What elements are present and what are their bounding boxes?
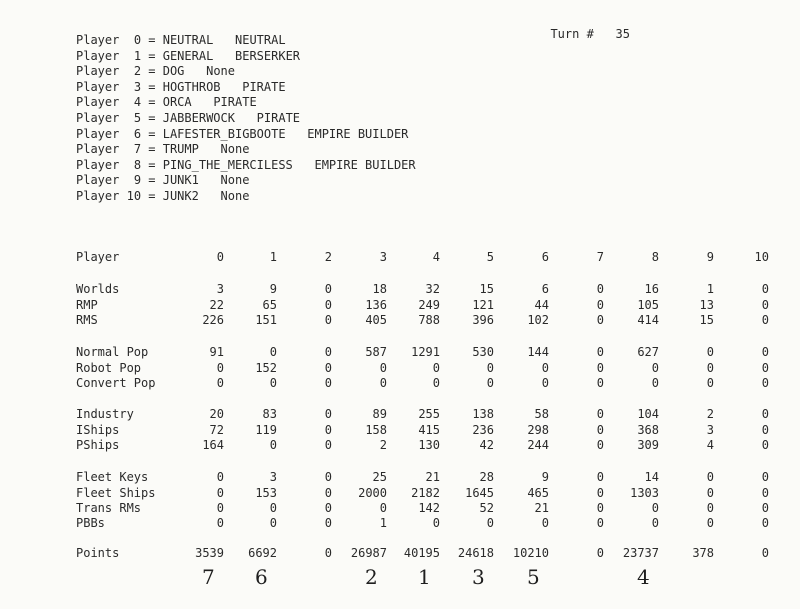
table-cell: 2182 bbox=[411, 486, 440, 500]
table-cell: 0 bbox=[596, 501, 604, 515]
table-cell: 104 bbox=[637, 407, 659, 421]
player-line: Player 0 = NEUTRAL NEUTRAL bbox=[76, 33, 286, 47]
player-type: PIRATE bbox=[242, 79, 286, 94]
table-cell: 83 bbox=[262, 407, 277, 421]
player-name: TRUMP bbox=[162, 142, 199, 157]
table-cell: 0 bbox=[706, 345, 714, 359]
player-type: PIRATE bbox=[256, 110, 301, 125]
table-cell: 0 bbox=[596, 376, 604, 390]
table-cell: 0 bbox=[486, 376, 494, 390]
table-row bbox=[0, 546, 800, 562]
table-cell: 72 bbox=[209, 423, 224, 437]
turn-label: Turn # bbox=[550, 27, 594, 41]
table-cell: 298 bbox=[527, 423, 549, 437]
table-row bbox=[0, 298, 800, 314]
player-name: PING_THE_MERCILESS bbox=[162, 157, 293, 172]
table-cell: 3 bbox=[269, 470, 277, 484]
handwritten-rank: 2 bbox=[365, 565, 378, 589]
table-cell: 0 bbox=[432, 361, 440, 375]
table-cell: 0 bbox=[761, 407, 769, 421]
table-row bbox=[0, 486, 800, 502]
column-header: 2 bbox=[324, 250, 332, 264]
table-cell: 151 bbox=[255, 313, 277, 327]
player-id: 8 bbox=[133, 157, 142, 172]
table-cell: 0 bbox=[324, 470, 332, 484]
table-cell: 0 bbox=[596, 361, 604, 375]
table-cell: 0 bbox=[324, 345, 332, 359]
table-cell: 15 bbox=[699, 313, 714, 327]
table-cell: 10210 bbox=[512, 546, 549, 560]
table-cell: 0 bbox=[706, 486, 714, 500]
table-cell: 0 bbox=[596, 345, 604, 359]
table-cell: 0 bbox=[596, 486, 604, 500]
player-id: 9 bbox=[133, 173, 142, 188]
table-cell: 0 bbox=[216, 486, 224, 500]
table-cell: 0 bbox=[216, 501, 224, 515]
table-cell: 102 bbox=[527, 313, 549, 327]
table-cell: 121 bbox=[472, 298, 494, 312]
player-prefix: Player bbox=[76, 188, 120, 203]
player-prefix: Player bbox=[76, 33, 120, 47]
table-cell: 20 bbox=[209, 407, 224, 421]
player-type: BERSERKER bbox=[235, 48, 301, 63]
table-cell: 0 bbox=[486, 361, 494, 375]
table-row bbox=[0, 282, 800, 298]
table-cell: 1291 bbox=[411, 345, 440, 359]
player-line: Player 5 = JABBERWOCK PIRATE bbox=[76, 110, 301, 125]
table-cell: 6692 bbox=[248, 546, 277, 560]
table-cell: 15 bbox=[479, 282, 494, 296]
handwritten-rank: 4 bbox=[637, 565, 650, 589]
table-cell: 2000 bbox=[358, 486, 387, 500]
player-prefix: Player bbox=[76, 110, 120, 125]
table-row bbox=[0, 345, 800, 361]
table-row bbox=[0, 423, 800, 439]
table-row bbox=[0, 376, 800, 392]
row-label: Fleet Keys bbox=[76, 470, 149, 484]
column-header: 3 bbox=[379, 250, 387, 264]
table-cell: 368 bbox=[637, 423, 659, 437]
row-label: PShips bbox=[76, 438, 120, 452]
table-cell: 119 bbox=[255, 423, 277, 437]
player-id: 0 bbox=[133, 33, 142, 47]
table-cell: 65 bbox=[262, 298, 277, 312]
table-cell: 0 bbox=[324, 407, 332, 421]
table-cell: 3539 bbox=[195, 546, 224, 560]
table-cell: 244 bbox=[527, 438, 549, 452]
table-cell: 0 bbox=[706, 376, 714, 390]
table-cell: 144 bbox=[527, 345, 549, 359]
player-type: None bbox=[220, 188, 250, 203]
row-label: Robot Pop bbox=[76, 361, 142, 375]
table-cell: 130 bbox=[418, 438, 440, 452]
row-label: Industry bbox=[76, 407, 134, 421]
table-cell: 0 bbox=[324, 501, 332, 515]
player-line: Player 9 = JUNK1 None bbox=[76, 173, 250, 188]
table-cell: 0 bbox=[596, 470, 604, 484]
table-cell: 0 bbox=[596, 516, 604, 530]
table-cell: 396 bbox=[472, 313, 494, 327]
table-cell: 465 bbox=[527, 486, 549, 500]
player-prefix: Player bbox=[76, 48, 120, 63]
table-cell: 0 bbox=[324, 361, 332, 375]
table-cell: 105 bbox=[637, 298, 659, 312]
table-cell: 138 bbox=[472, 407, 494, 421]
player-prefix: Player bbox=[76, 79, 120, 94]
player-id: 4 bbox=[133, 95, 142, 110]
handwritten-rank: 3 bbox=[472, 565, 485, 589]
table-cell: 0 bbox=[706, 470, 714, 484]
player-prefix: Player bbox=[76, 173, 120, 188]
table-cell: 0 bbox=[761, 470, 769, 484]
player-line: Player 6 = LAFESTER_BIGBOOTE EMPIRE BUILDER bbox=[76, 126, 409, 141]
table-cell: 9 bbox=[541, 470, 549, 484]
player-name: ORCA bbox=[162, 95, 192, 110]
table-cell: 6 bbox=[541, 282, 549, 296]
table-cell: 153 bbox=[255, 486, 277, 500]
player-type: None bbox=[220, 142, 250, 157]
handwritten-rank: 7 bbox=[202, 565, 215, 589]
table-cell: 164 bbox=[202, 438, 224, 452]
player-name: NEUTRAL bbox=[162, 33, 214, 47]
table-cell: 0 bbox=[324, 282, 332, 296]
table-cell: 0 bbox=[706, 516, 714, 530]
table-cell: 52 bbox=[479, 501, 494, 515]
table-cell: 25 bbox=[372, 470, 387, 484]
table-cell: 26987 bbox=[350, 546, 387, 560]
table-cell: 0 bbox=[324, 516, 332, 530]
table-cell: 18 bbox=[372, 282, 387, 296]
table-cell: 0 bbox=[596, 407, 604, 421]
table-cell: 0 bbox=[651, 361, 659, 375]
table-cell: 28 bbox=[479, 470, 494, 484]
table-cell: 0 bbox=[324, 438, 332, 452]
player-id: 7 bbox=[133, 142, 142, 157]
table-row bbox=[0, 313, 800, 329]
table-cell: 0 bbox=[761, 361, 769, 375]
table-cell: 1645 bbox=[465, 486, 494, 500]
table-cell: 0 bbox=[269, 376, 277, 390]
player-name: JABBERWOCK bbox=[162, 110, 235, 125]
table-cell: 2 bbox=[706, 407, 714, 421]
player-type: EMPIRE BUILDER bbox=[314, 157, 416, 172]
table-cell: 142 bbox=[418, 501, 440, 515]
player-prefix: Player bbox=[76, 157, 120, 172]
table-cell: 9 bbox=[269, 282, 277, 296]
table-cell: 0 bbox=[324, 376, 332, 390]
table-cell: 378 bbox=[692, 546, 714, 560]
player-prefix: Player bbox=[76, 64, 120, 79]
table-cell: 226 bbox=[202, 313, 224, 327]
table-cell: 2 bbox=[379, 438, 387, 452]
table-cell: 3 bbox=[706, 423, 714, 437]
row-label: Convert Pop bbox=[76, 376, 156, 390]
row-label: Fleet Ships bbox=[76, 486, 156, 500]
row-label: IShips bbox=[76, 423, 120, 437]
handwritten-rank: 1 bbox=[418, 565, 431, 589]
player-name: HOGTHROB bbox=[162, 79, 221, 94]
table-row bbox=[0, 407, 800, 423]
table-cell: 0 bbox=[486, 516, 494, 530]
table-cell: 89 bbox=[372, 407, 387, 421]
player-name: JUNK2 bbox=[162, 188, 199, 203]
table-cell: 0 bbox=[596, 313, 604, 327]
table-cell: 0 bbox=[761, 282, 769, 296]
table-cell: 0 bbox=[651, 376, 659, 390]
row-label: Trans RMs bbox=[76, 501, 142, 515]
player-line: Player 2 = DOG None bbox=[76, 64, 236, 79]
table-cell: 587 bbox=[365, 345, 387, 359]
table-cell: 158 bbox=[365, 423, 387, 437]
table-cell: 0 bbox=[541, 376, 549, 390]
table-cell: 0 bbox=[216, 361, 224, 375]
table-cell: 40195 bbox=[403, 546, 440, 560]
table-cell: 16 bbox=[644, 282, 659, 296]
table-cell: 21 bbox=[425, 470, 440, 484]
table-cell: 0 bbox=[596, 298, 604, 312]
table-cell: 0 bbox=[541, 361, 549, 375]
table-cell: 0 bbox=[432, 376, 440, 390]
table-cell: 3 bbox=[216, 282, 224, 296]
table-cell: 0 bbox=[379, 361, 387, 375]
table-cell: 1303 bbox=[630, 486, 659, 500]
column-header: 1 bbox=[269, 250, 277, 264]
player-id: 2 bbox=[133, 64, 142, 79]
player-id: 10 bbox=[126, 188, 142, 203]
table-cell: 32 bbox=[425, 282, 440, 296]
table-cell: 0 bbox=[761, 438, 769, 452]
table-cell: 0 bbox=[761, 486, 769, 500]
column-header: 4 bbox=[432, 250, 440, 264]
player-type: EMPIRE BUILDER bbox=[307, 126, 409, 141]
table-row bbox=[0, 470, 800, 486]
table-cell: 0 bbox=[651, 516, 659, 530]
table-cell: 13 bbox=[699, 298, 714, 312]
table-header-label: Player bbox=[76, 250, 120, 264]
table-cell: 0 bbox=[432, 516, 440, 530]
table-cell: 249 bbox=[418, 298, 440, 312]
player-name: DOG bbox=[162, 64, 185, 79]
player-line: Player 1 = GENERAL BERSERKER bbox=[76, 48, 301, 63]
table-cell: 24618 bbox=[457, 546, 494, 560]
row-label: Worlds bbox=[76, 282, 120, 296]
table-cell: 255 bbox=[418, 407, 440, 421]
table-cell: 152 bbox=[255, 361, 277, 375]
table-cell: 414 bbox=[637, 313, 659, 327]
table-cell: 0 bbox=[269, 501, 277, 515]
table-cell: 0 bbox=[761, 345, 769, 359]
player-name: JUNK1 bbox=[162, 173, 199, 188]
player-id: 5 bbox=[133, 110, 142, 125]
player-type: PIRATE bbox=[213, 95, 257, 110]
table-cell: 0 bbox=[761, 516, 769, 530]
table-row bbox=[0, 501, 800, 517]
table-cell: 0 bbox=[216, 470, 224, 484]
table-cell: 136 bbox=[365, 298, 387, 312]
table-cell: 0 bbox=[541, 516, 549, 530]
player-prefix: Player bbox=[76, 126, 120, 141]
table-cell: 14 bbox=[644, 470, 659, 484]
table-cell: 0 bbox=[379, 501, 387, 515]
table-cell: 42 bbox=[479, 438, 494, 452]
table-cell: 0 bbox=[324, 546, 332, 560]
table-cell: 309 bbox=[637, 438, 659, 452]
player-name: GENERAL bbox=[162, 48, 214, 63]
table-cell: 0 bbox=[596, 282, 604, 296]
player-type: None bbox=[220, 173, 250, 188]
table-cell: 788 bbox=[418, 313, 440, 327]
table-cell: 0 bbox=[761, 423, 769, 437]
table-cell: 0 bbox=[269, 345, 277, 359]
table-cell: 0 bbox=[706, 361, 714, 375]
table-cell: 1 bbox=[706, 282, 714, 296]
row-label: RMP bbox=[76, 298, 98, 312]
table-cell: 530 bbox=[472, 345, 494, 359]
table-row bbox=[0, 438, 800, 454]
table-cell: 0 bbox=[269, 438, 277, 452]
table-cell: 0 bbox=[216, 516, 224, 530]
table-cell: 0 bbox=[324, 298, 332, 312]
row-label: Points bbox=[76, 546, 120, 560]
table-cell: 1 bbox=[379, 516, 387, 530]
player-id: 6 bbox=[133, 126, 142, 141]
table-cell: 4 bbox=[706, 438, 714, 452]
table-header-row bbox=[0, 250, 800, 266]
player-prefix: Player bbox=[76, 95, 120, 110]
handwritten-rank: 6 bbox=[255, 565, 268, 589]
table-cell: 0 bbox=[324, 313, 332, 327]
turn-value: 35 bbox=[615, 27, 630, 41]
player-type: NEUTRAL bbox=[235, 33, 286, 47]
table-cell: 0 bbox=[596, 438, 604, 452]
table-cell: 0 bbox=[761, 313, 769, 327]
table-cell: 405 bbox=[365, 313, 387, 327]
player-line: Player 10 = JUNK2 None bbox=[76, 188, 250, 203]
column-header: 0 bbox=[216, 250, 224, 264]
table-cell: 0 bbox=[324, 486, 332, 500]
table-cell: 0 bbox=[216, 376, 224, 390]
table-cell: 0 bbox=[324, 423, 332, 437]
table-cell: 0 bbox=[706, 501, 714, 515]
column-header: 10 bbox=[754, 250, 769, 264]
table-cell: 58 bbox=[534, 407, 549, 421]
column-header: 5 bbox=[486, 250, 494, 264]
table-cell: 21 bbox=[534, 501, 549, 515]
handwritten-rank: 5 bbox=[527, 565, 540, 589]
table-cell: 0 bbox=[761, 501, 769, 515]
table-cell: 415 bbox=[418, 423, 440, 437]
column-header: 6 bbox=[541, 250, 549, 264]
column-header: 9 bbox=[706, 250, 714, 264]
table-cell: 91 bbox=[209, 345, 224, 359]
table-cell: 44 bbox=[534, 298, 549, 312]
table-cell: 22 bbox=[209, 298, 224, 312]
row-label: PBBs bbox=[76, 516, 105, 530]
player-line: Player 7 = TRUMP None bbox=[76, 142, 250, 157]
player-line: Player 4 = ORCA PIRATE bbox=[76, 95, 257, 110]
table-row bbox=[0, 516, 800, 532]
player-id: 1 bbox=[133, 48, 142, 63]
table-cell: 0 bbox=[651, 501, 659, 515]
row-label: RMS bbox=[76, 313, 98, 327]
table-cell: 236 bbox=[472, 423, 494, 437]
table-cell: 23737 bbox=[622, 546, 659, 560]
table-cell: 627 bbox=[637, 345, 659, 359]
table-cell: 0 bbox=[379, 376, 387, 390]
player-type: None bbox=[206, 64, 236, 79]
table-cell: 0 bbox=[596, 546, 604, 560]
row-label: Normal Pop bbox=[76, 345, 149, 359]
player-prefix: Player bbox=[76, 142, 120, 157]
player-line: Player 3 = HOGTHROB PIRATE bbox=[76, 79, 286, 94]
player-name: LAFESTER_BIGBOOTE bbox=[162, 126, 286, 141]
column-header: 8 bbox=[651, 250, 659, 264]
column-header: 7 bbox=[596, 250, 604, 264]
player-line: Player 8 = PING_THE_MERCILESS EMPIRE BUILDER bbox=[76, 157, 416, 172]
table-row bbox=[0, 361, 800, 377]
table-cell: 0 bbox=[761, 298, 769, 312]
table-cell: 0 bbox=[269, 516, 277, 530]
table-cell: 0 bbox=[761, 376, 769, 390]
player-id: 3 bbox=[133, 79, 142, 94]
table-cell: 0 bbox=[596, 423, 604, 437]
table-cell: 0 bbox=[761, 546, 769, 560]
